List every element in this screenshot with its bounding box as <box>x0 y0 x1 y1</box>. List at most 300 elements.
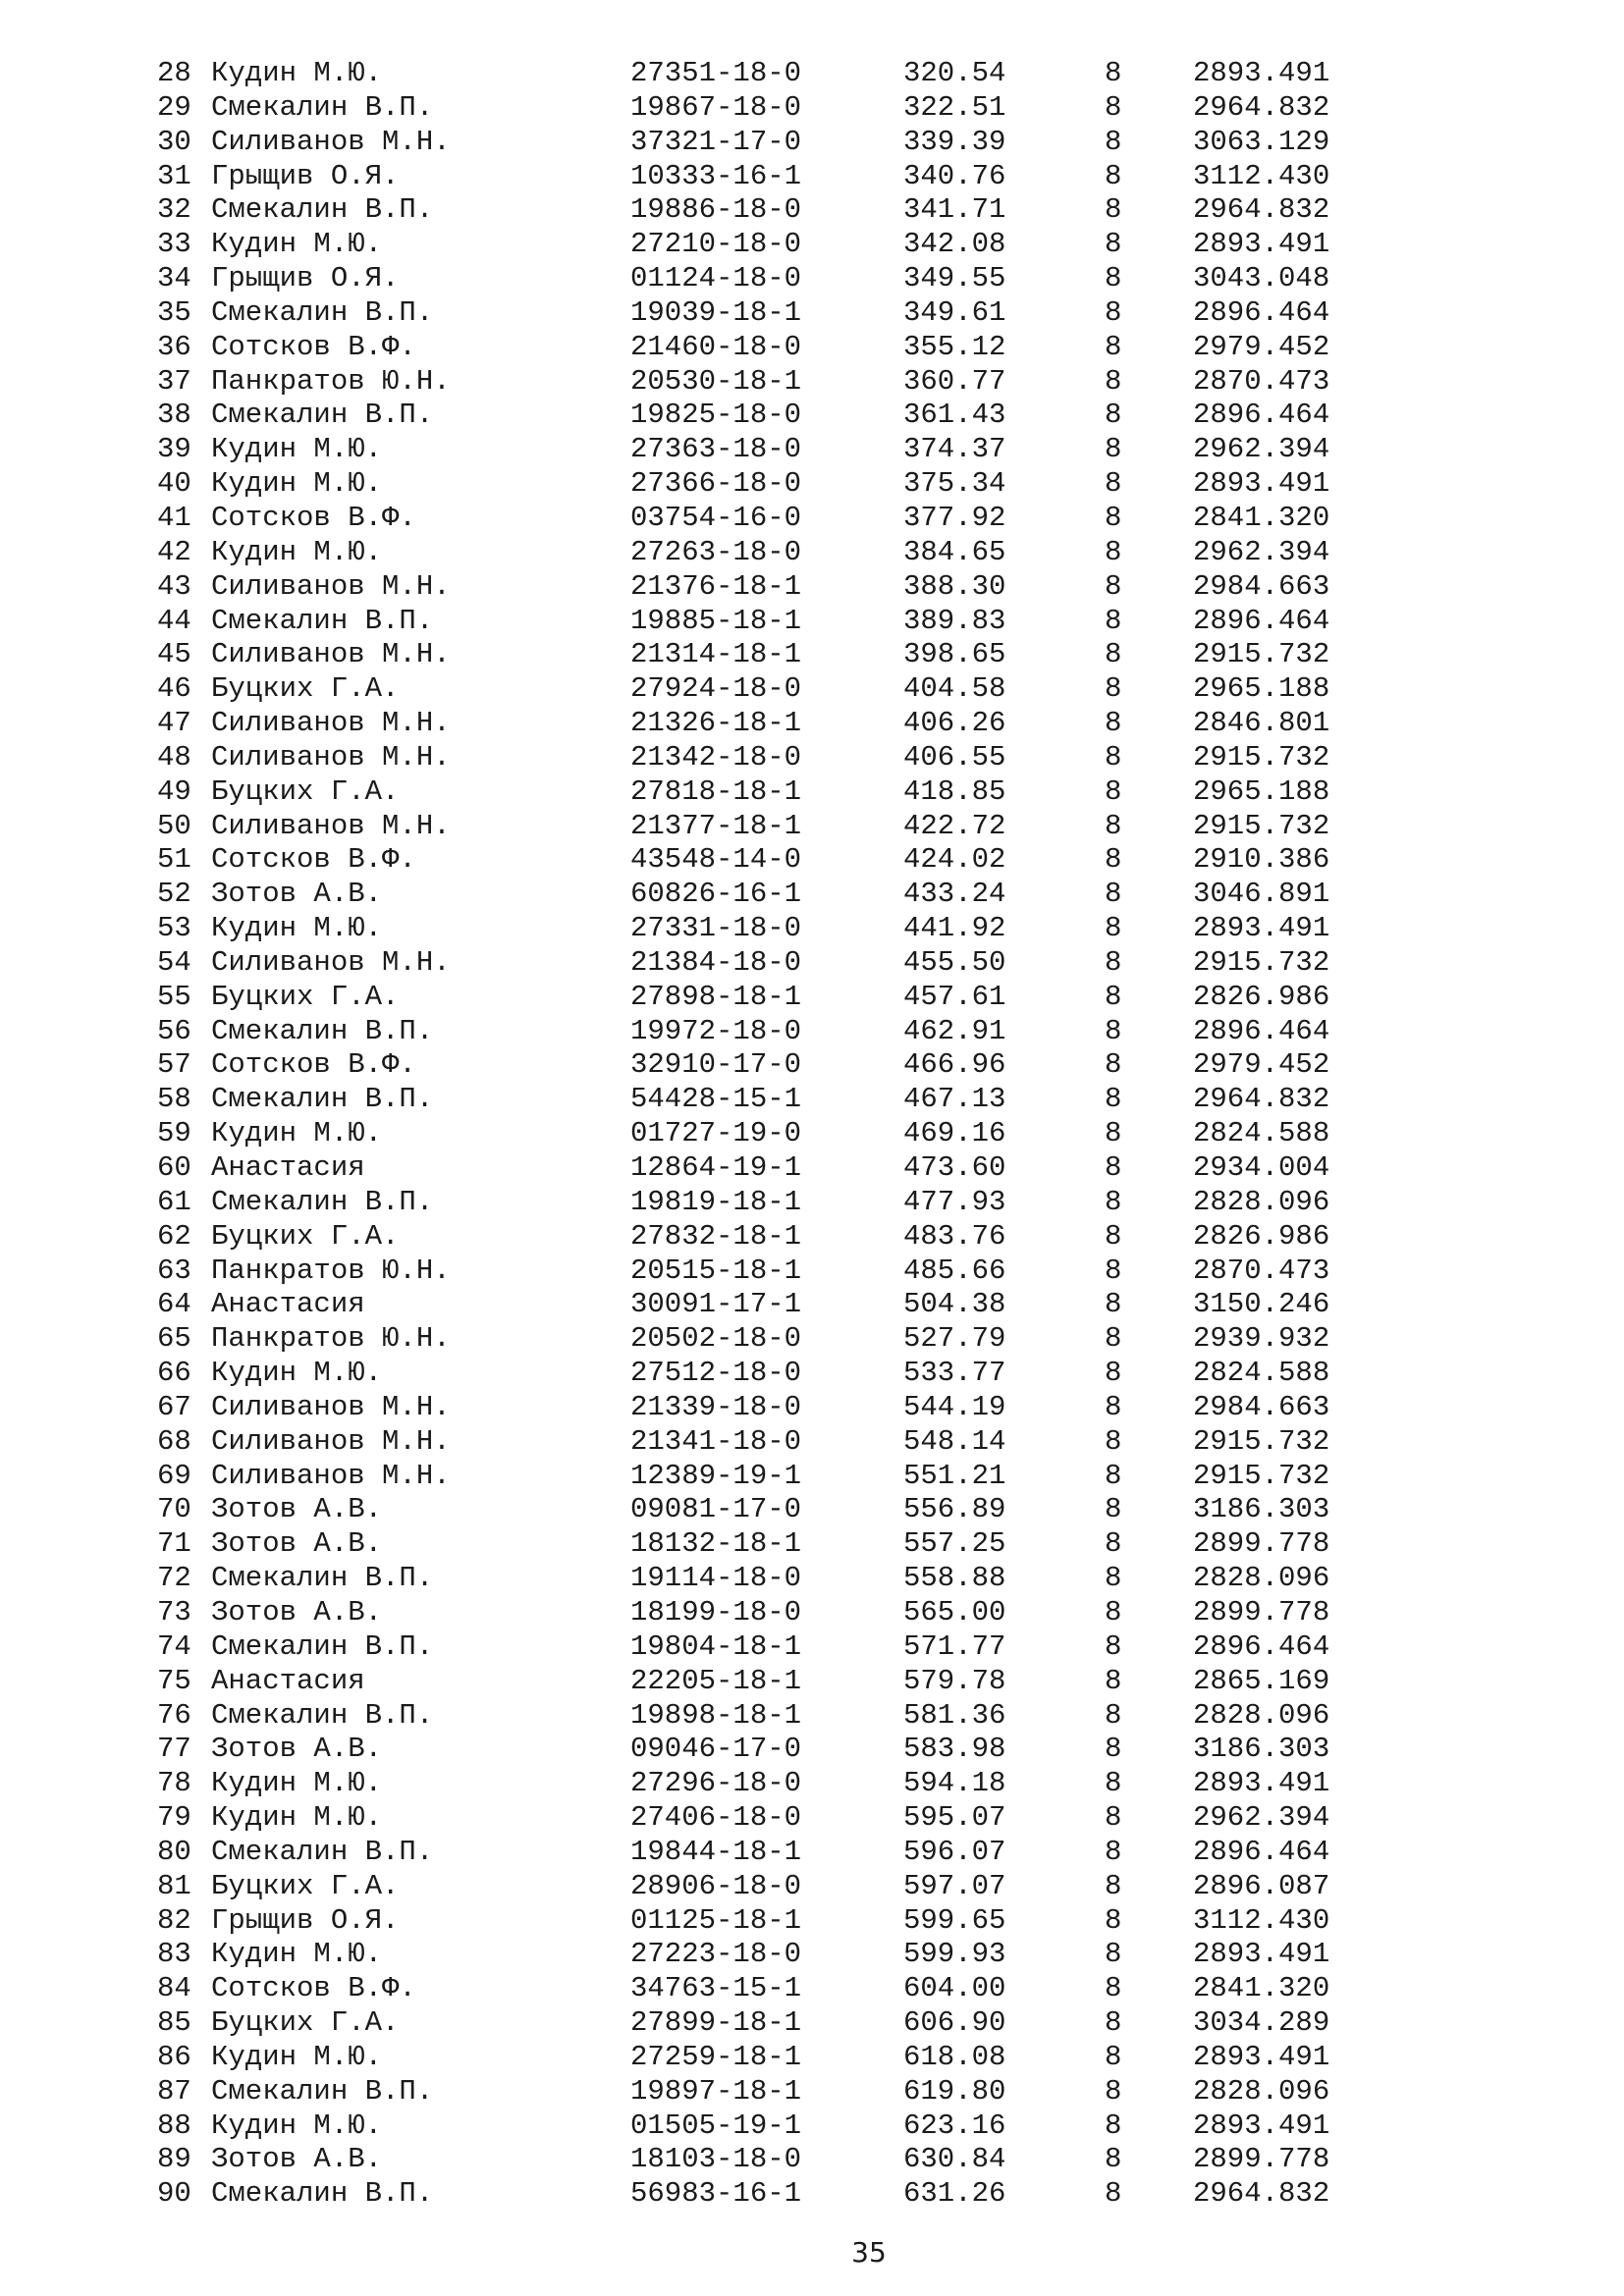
class-value: 8 <box>1105 1493 1122 1526</box>
value: 473.60 <box>903 1151 1006 1184</box>
total-value: 2962.394 <box>1193 1801 1330 1835</box>
class-value: 8 <box>1105 433 1122 466</box>
total-value: 3043.048 <box>1193 262 1330 295</box>
total-value: 2846.801 <box>1193 707 1330 740</box>
table-row <box>157 1699 1384 1734</box>
value: 349.61 <box>903 295 1006 329</box>
total-value: 2962.394 <box>1193 433 1330 466</box>
row-number: 60 <box>157 1151 191 1184</box>
record-code: 27924-18-0 <box>630 672 802 706</box>
table-row <box>157 1048 1384 1083</box>
row-number: 55 <box>157 980 191 1013</box>
table-row <box>157 2109 1384 2144</box>
row-number: 84 <box>157 1972 191 2005</box>
value: 527.79 <box>903 1322 1006 1356</box>
class-value: 8 <box>1105 1733 1122 1766</box>
record-code: 19886-18-0 <box>630 193 802 227</box>
participant-name: Буцких Г.А. <box>211 1869 400 1902</box>
table-row <box>157 912 1384 946</box>
value: 618.08 <box>903 2040 1006 2073</box>
value: 571.77 <box>903 1629 1006 1663</box>
record-code: 21326-18-1 <box>630 707 802 740</box>
participant-name: Буцких Г.А. <box>211 774 400 808</box>
record-code: 27363-18-0 <box>630 433 802 466</box>
record-code: 21377-18-1 <box>630 809 802 842</box>
participant-name: Силиванов М.Н. <box>211 1390 451 1423</box>
value: 422.72 <box>903 809 1006 842</box>
table-row <box>157 605 1384 639</box>
total-value: 2896.087 <box>1193 1869 1330 1902</box>
participant-name: Смекалин В.П. <box>211 90 434 124</box>
table-row <box>157 741 1384 775</box>
row-number: 30 <box>157 125 191 158</box>
value: 433.24 <box>903 878 1006 911</box>
participant-name: Кудин М.Ю. <box>211 467 383 501</box>
value: 466.96 <box>903 1048 1006 1082</box>
participant-name: Смекалин В.П. <box>211 399 434 432</box>
value: 595.07 <box>903 1801 1006 1835</box>
class-value: 8 <box>1105 774 1122 808</box>
value: 340.76 <box>903 159 1006 192</box>
row-number: 73 <box>157 1595 191 1629</box>
value: 583.98 <box>903 1733 1006 1766</box>
record-code: 27406-18-0 <box>630 1801 802 1835</box>
record-code: 32910-17-0 <box>630 1048 802 1082</box>
value: 377.92 <box>903 501 1006 534</box>
table-row <box>157 2177 1384 2212</box>
table-row <box>157 1562 1384 1596</box>
participant-name: Грыщив О.Я. <box>211 159 400 192</box>
record-code: 21460-18-0 <box>630 330 802 363</box>
total-value: 2828.096 <box>1193 1562 1330 1595</box>
table-row <box>157 467 1384 502</box>
record-code: 18103-18-0 <box>630 2143 802 2176</box>
row-number: 52 <box>157 878 191 911</box>
record-code: 30091-17-1 <box>630 1288 802 1321</box>
record-code: 54428-15-1 <box>630 1083 802 1116</box>
record-code: 20515-18-1 <box>630 1254 802 1287</box>
total-value: 2899.778 <box>1193 1595 1330 1629</box>
total-value: 2896.464 <box>1193 295 1330 329</box>
participant-name: Зотов А.В. <box>211 1595 383 1629</box>
class-value: 8 <box>1105 1322 1122 1356</box>
participant-name: Панкратов Ю.Н. <box>211 1254 451 1287</box>
table-row <box>157 1767 1384 1801</box>
class-value: 8 <box>1105 604 1122 637</box>
participant-name: Грыщив О.Я. <box>211 1903 400 1937</box>
class-value: 8 <box>1105 843 1122 877</box>
table-row <box>157 570 1384 605</box>
table-row <box>157 2075 1384 2109</box>
participant-name: Буцких Г.А. <box>211 2006 400 2040</box>
participant-name: Силиванов М.Н. <box>211 740 451 774</box>
total-value: 2915.732 <box>1193 809 1330 842</box>
participant-name: Кудин М.Ю. <box>211 1357 383 1390</box>
table-row <box>157 1015 1384 1049</box>
value: 457.61 <box>903 980 1006 1013</box>
row-number: 76 <box>157 1698 191 1732</box>
participant-name: Кудин М.Ю. <box>211 228 383 261</box>
table-row <box>157 878 1384 912</box>
participant-name: Сотсков В.Ф. <box>211 843 416 877</box>
value: 320.54 <box>903 57 1006 89</box>
table-row <box>157 91 1384 126</box>
row-number: 46 <box>157 672 191 706</box>
table-row <box>157 1801 1384 1836</box>
class-value: 8 <box>1105 1595 1122 1629</box>
participant-name: Зотов А.В. <box>211 1493 383 1526</box>
table-row <box>157 262 1384 296</box>
class-value: 8 <box>1105 364 1122 398</box>
total-value: 2896.464 <box>1193 604 1330 637</box>
class-value: 8 <box>1105 2006 1122 2040</box>
row-number: 64 <box>157 1288 191 1321</box>
value: 424.02 <box>903 843 1006 877</box>
participant-name: Буцких Г.А. <box>211 672 400 706</box>
class-value: 8 <box>1105 1562 1122 1595</box>
row-number: 65 <box>157 1322 191 1356</box>
row-number: 66 <box>157 1357 191 1390</box>
total-value: 3150.246 <box>1193 1288 1330 1321</box>
total-value: 3186.303 <box>1193 1733 1330 1766</box>
table-row <box>157 1733 1384 1767</box>
table-row <box>157 1630 1384 1665</box>
table-row <box>157 707 1384 741</box>
participant-name: Кудин М.Ю. <box>211 912 383 945</box>
value: 384.65 <box>903 535 1006 568</box>
row-number: 71 <box>157 1527 191 1561</box>
participant-name: Панкратов Ю.Н. <box>211 1322 451 1356</box>
value: 469.16 <box>903 1117 1006 1150</box>
total-value: 2962.394 <box>1193 535 1330 568</box>
table-row <box>157 1255 1384 1289</box>
table-row <box>157 365 1384 400</box>
row-number: 53 <box>157 912 191 945</box>
table-row <box>157 1938 1384 1972</box>
participant-name: Смекалин В.П. <box>211 193 434 227</box>
value: 504.38 <box>903 1288 1006 1321</box>
record-code: 18199-18-0 <box>630 1595 802 1629</box>
record-code: 28906-18-0 <box>630 1869 802 1902</box>
row-number: 50 <box>157 809 191 842</box>
class-value: 8 <box>1105 1390 1122 1423</box>
class-value: 8 <box>1105 980 1122 1013</box>
row-number: 67 <box>157 1390 191 1423</box>
record-code: 12864-19-1 <box>630 1151 802 1184</box>
participant-name: Кудин М.Ю. <box>211 1938 383 1971</box>
value: 606.90 <box>903 2006 1006 2040</box>
value: 597.07 <box>903 1869 1006 1902</box>
class-value: 8 <box>1105 1698 1122 1732</box>
row-number: 35 <box>157 295 191 329</box>
class-value: 8 <box>1105 1357 1122 1390</box>
row-number: 81 <box>157 1869 191 1902</box>
row-number: 44 <box>157 604 191 637</box>
record-code: 27223-18-0 <box>630 1938 802 1971</box>
class-value: 8 <box>1105 1048 1122 1082</box>
value: 533.77 <box>903 1357 1006 1390</box>
total-value: 2896.464 <box>1193 399 1330 432</box>
class-value: 8 <box>1105 295 1122 329</box>
table-row <box>157 1117 1384 1151</box>
value: 467.13 <box>903 1083 1006 1116</box>
class-value: 8 <box>1105 1938 1122 1971</box>
record-code: 21314-18-1 <box>630 638 802 671</box>
total-value: 2910.386 <box>1193 843 1330 877</box>
value: 581.36 <box>903 1698 1006 1732</box>
participant-name: Буцких Г.А. <box>211 980 400 1013</box>
total-value: 2984.663 <box>1193 569 1330 603</box>
table-row <box>157 57 1384 91</box>
participant-name: Смекалин В.П. <box>211 604 434 637</box>
value: 556.89 <box>903 1493 1006 1526</box>
total-value: 2865.169 <box>1193 1664 1330 1697</box>
participant-name: Кудин М.Ю. <box>211 2109 383 2142</box>
total-value: 2965.188 <box>1193 672 1330 706</box>
value: 565.00 <box>903 1595 1006 1629</box>
table-row <box>157 2006 1384 2041</box>
row-number: 77 <box>157 1733 191 1766</box>
row-number: 49 <box>157 774 191 808</box>
value: 441.92 <box>903 912 1006 945</box>
class-value: 8 <box>1105 1014 1122 1047</box>
value: 599.65 <box>903 1903 1006 1937</box>
total-value: 3112.430 <box>1193 1903 1330 1937</box>
row-number: 33 <box>157 228 191 261</box>
record-code: 27512-18-0 <box>630 1357 802 1390</box>
class-value: 8 <box>1105 1767 1122 1800</box>
total-value: 2828.096 <box>1193 1698 1330 1732</box>
class-value: 8 <box>1105 1459 1122 1492</box>
class-value: 8 <box>1105 57 1122 89</box>
table-row <box>157 1972 1384 2006</box>
class-value: 8 <box>1105 467 1122 501</box>
table-row <box>157 638 1384 672</box>
table-row <box>157 2041 1384 2075</box>
participant-name: Кудин М.Ю. <box>211 1767 383 1800</box>
record-code: 27331-18-0 <box>630 912 802 945</box>
class-value: 8 <box>1105 1219 1122 1253</box>
class-value: 8 <box>1105 330 1122 363</box>
participant-name: Смекалин В.П. <box>211 2074 434 2108</box>
class-value: 8 <box>1105 1972 1122 2005</box>
class-value: 8 <box>1105 672 1122 706</box>
class-value: 8 <box>1105 1835 1122 1868</box>
table-row <box>157 946 1384 981</box>
row-number: 59 <box>157 1117 191 1150</box>
row-number: 61 <box>157 1185 191 1218</box>
total-value: 2824.588 <box>1193 1357 1330 1390</box>
total-value: 2964.832 <box>1193 1083 1330 1116</box>
row-number: 56 <box>157 1014 191 1047</box>
record-code: 43548-14-0 <box>630 843 802 877</box>
table-row <box>157 160 1384 194</box>
record-code: 27898-18-1 <box>630 980 802 1013</box>
participant-name: Сотсков В.Ф. <box>211 1972 416 2005</box>
participant-name: Кудин М.Ю. <box>211 2040 383 2073</box>
participant-name: Силиванов М.Н. <box>211 945 451 979</box>
value: 341.71 <box>903 193 1006 227</box>
total-value: 2893.491 <box>1193 57 1330 89</box>
class-value: 8 <box>1105 262 1122 295</box>
class-value: 8 <box>1105 125 1122 158</box>
total-value: 3186.303 <box>1193 1493 1330 1526</box>
row-number: 63 <box>157 1254 191 1287</box>
total-value: 2979.452 <box>1193 1048 1330 1082</box>
class-value: 8 <box>1105 1424 1122 1458</box>
participant-name: Кудин М.Ю. <box>211 1801 383 1835</box>
participant-name: Кудин М.Ю. <box>211 433 383 466</box>
total-value: 2965.188 <box>1193 774 1330 808</box>
table-row <box>157 810 1384 844</box>
class-value: 8 <box>1105 2143 1122 2176</box>
participant-name: Сотсков В.Ф. <box>211 1048 416 1082</box>
participant-name: Сотсков В.Ф. <box>211 330 416 363</box>
record-code: 19844-18-1 <box>630 1835 802 1868</box>
row-number: 70 <box>157 1493 191 1526</box>
participant-name: Смекалин В.П. <box>211 1083 434 1116</box>
total-value: 2964.832 <box>1193 193 1330 227</box>
total-value: 2896.464 <box>1193 1014 1330 1047</box>
table-row <box>157 1083 1384 1117</box>
class-value: 8 <box>1105 228 1122 261</box>
row-number: 90 <box>157 2177 191 2211</box>
record-code: 21384-18-0 <box>630 945 802 979</box>
row-number: 39 <box>157 433 191 466</box>
value: 406.26 <box>903 707 1006 740</box>
table-row <box>157 2143 1384 2177</box>
record-code: 27366-18-0 <box>630 467 802 501</box>
row-number: 38 <box>157 399 191 432</box>
class-value: 8 <box>1105 399 1122 432</box>
class-value: 8 <box>1105 159 1122 192</box>
row-number: 43 <box>157 569 191 603</box>
total-value: 2915.732 <box>1193 740 1330 774</box>
row-number: 29 <box>157 90 191 124</box>
total-value: 2896.464 <box>1193 1835 1330 1868</box>
total-value: 2828.096 <box>1193 1185 1330 1218</box>
value: 485.66 <box>903 1254 1006 1287</box>
row-number: 79 <box>157 1801 191 1835</box>
total-value: 2893.491 <box>1193 1938 1330 1971</box>
table-row <box>157 228 1384 262</box>
class-value: 8 <box>1105 1869 1122 1902</box>
total-value: 3112.430 <box>1193 159 1330 192</box>
record-code: 60826-16-1 <box>630 878 802 911</box>
participant-name: Смекалин В.П. <box>211 1185 434 1218</box>
table-row <box>157 433 1384 467</box>
class-value: 8 <box>1105 1254 1122 1287</box>
participant-name: Силиванов М.Н. <box>211 125 451 158</box>
record-code: 19867-18-0 <box>630 90 802 124</box>
record-code: 19819-18-1 <box>630 1185 802 1218</box>
table-row <box>157 1836 1384 1870</box>
record-code: 21339-18-0 <box>630 1390 802 1423</box>
total-value: 2826.986 <box>1193 980 1330 1013</box>
participant-name: Зотов А.В. <box>211 878 383 911</box>
class-value: 8 <box>1105 90 1122 124</box>
class-value: 8 <box>1105 1185 1122 1218</box>
participant-name: Кудин М.Ю. <box>211 535 383 568</box>
row-number: 32 <box>157 193 191 227</box>
record-code: 19972-18-0 <box>630 1014 802 1047</box>
record-code: 10333-16-1 <box>630 159 802 192</box>
class-value: 8 <box>1105 1629 1122 1663</box>
row-number: 34 <box>157 262 191 295</box>
row-number: 42 <box>157 535 191 568</box>
record-code: 19804-18-1 <box>630 1629 802 1663</box>
row-number: 68 <box>157 1424 191 1458</box>
total-value: 2964.832 <box>1193 90 1330 124</box>
class-value: 8 <box>1105 912 1122 945</box>
total-value: 3063.129 <box>1193 125 1330 158</box>
class-value: 8 <box>1105 2040 1122 2073</box>
table-row <box>157 1596 1384 1630</box>
value: 361.43 <box>903 399 1006 432</box>
value: 398.65 <box>903 638 1006 671</box>
record-code: 20502-18-0 <box>630 1322 802 1356</box>
row-number: 69 <box>157 1459 191 1492</box>
record-code: 37321-17-0 <box>630 125 802 158</box>
participant-name: Грыщив О.Я. <box>211 262 400 295</box>
value: 596.07 <box>903 1835 1006 1868</box>
value: 388.30 <box>903 569 1006 603</box>
total-value: 2870.473 <box>1193 364 1330 398</box>
total-value: 2979.452 <box>1193 330 1330 363</box>
value: 557.25 <box>903 1527 1006 1561</box>
row-number: 28 <box>157 57 191 89</box>
table-row <box>157 1870 1384 1904</box>
participant-name: Смекалин В.П. <box>211 1629 434 1663</box>
value: 551.21 <box>903 1459 1006 1492</box>
total-value: 2841.320 <box>1193 501 1330 534</box>
row-number: 88 <box>157 2109 191 2142</box>
total-value: 2899.778 <box>1193 2143 1330 2176</box>
record-code: 09081-17-0 <box>630 1493 802 1526</box>
row-number: 78 <box>157 1767 191 1800</box>
class-value: 8 <box>1105 569 1122 603</box>
value: 455.50 <box>903 945 1006 979</box>
record-code: 19897-18-1 <box>630 2074 802 2108</box>
participant-name: Силиванов М.Н. <box>211 1459 451 1492</box>
row-number: 47 <box>157 707 191 740</box>
total-value: 2915.732 <box>1193 638 1330 671</box>
value: 619.80 <box>903 2074 1006 2108</box>
total-value: 2915.732 <box>1193 945 1330 979</box>
table-row <box>157 1904 1384 1939</box>
record-code: 22205-18-1 <box>630 1664 802 1697</box>
table-row <box>157 981 1384 1015</box>
participant-name: Анастасия <box>211 1664 365 1697</box>
participant-name: Силиванов М.Н. <box>211 569 451 603</box>
value: 349.55 <box>903 262 1006 295</box>
participant-name: Кудин М.Ю. <box>211 1117 383 1150</box>
table-row <box>157 1288 1384 1322</box>
record-code: 27263-18-0 <box>630 535 802 568</box>
table-row <box>157 193 1384 228</box>
row-number: 83 <box>157 1938 191 1971</box>
table-row <box>157 1391 1384 1425</box>
value: 375.34 <box>903 467 1006 501</box>
row-number: 74 <box>157 1629 191 1663</box>
record-code: 21341-18-0 <box>630 1424 802 1458</box>
total-value: 2915.732 <box>1193 1424 1330 1458</box>
table-row <box>157 502 1384 536</box>
row-number: 40 <box>157 467 191 501</box>
total-value: 2893.491 <box>1193 2040 1330 2073</box>
participant-name: Силиванов М.Н. <box>211 809 451 842</box>
total-value: 2899.778 <box>1193 1527 1330 1561</box>
